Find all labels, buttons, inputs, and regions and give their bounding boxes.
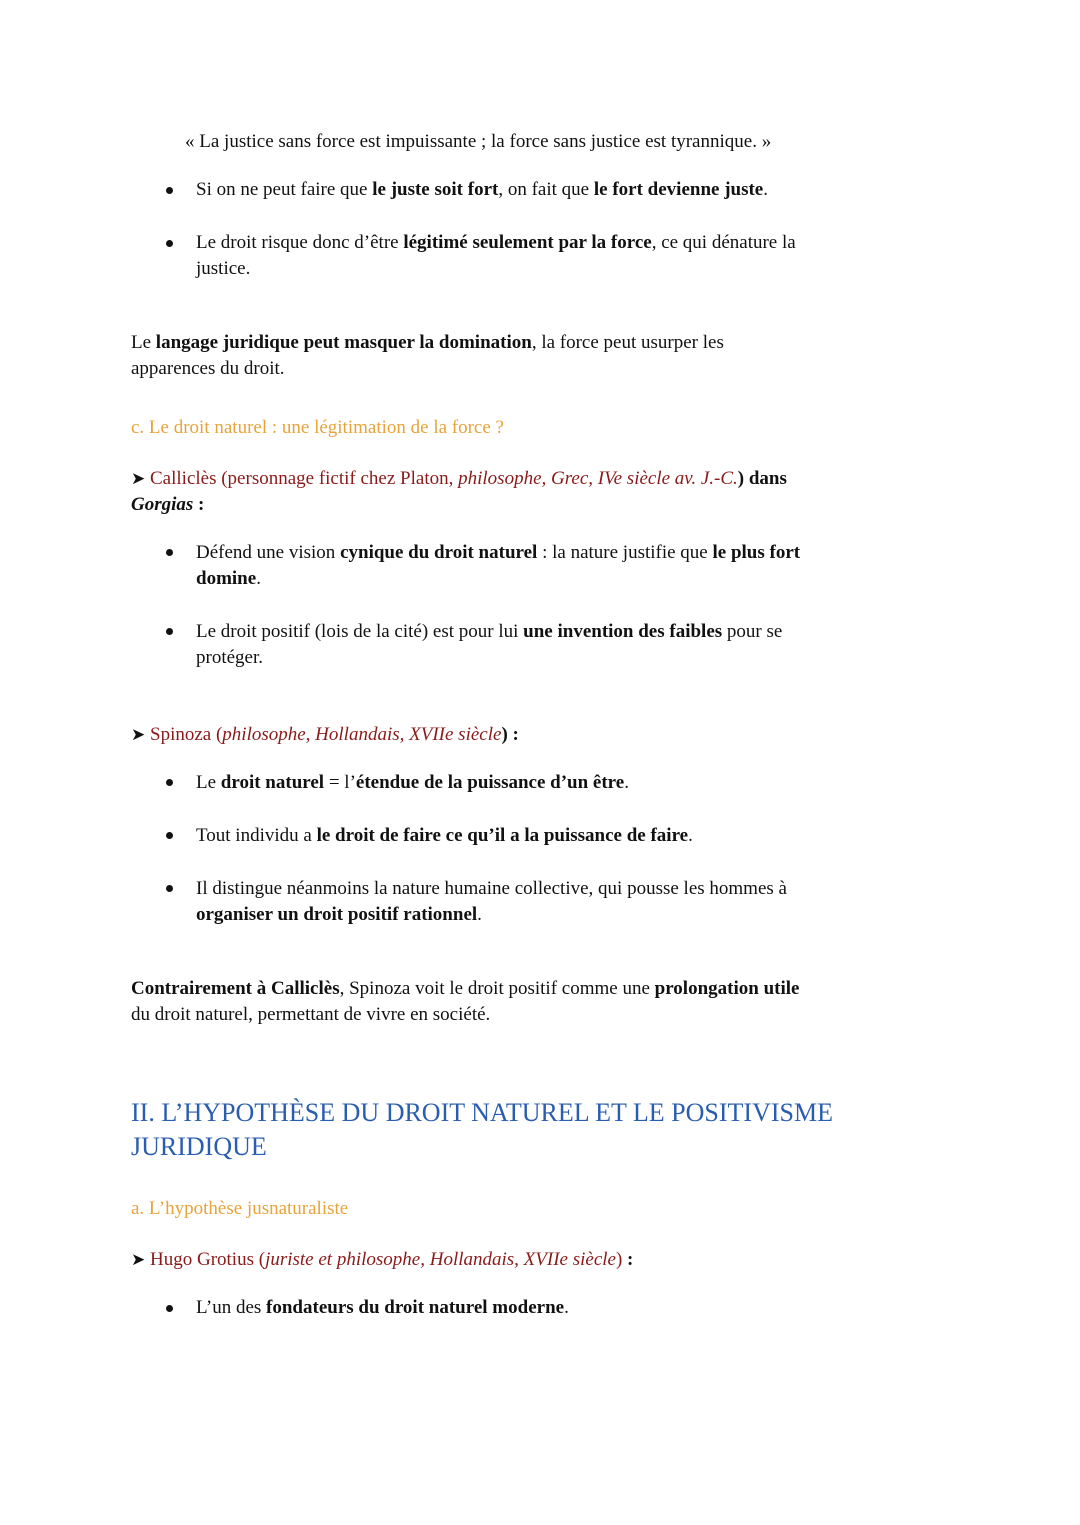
- bullet-dot: [166, 885, 173, 892]
- bullet-item: [196, 540, 800, 592]
- bullet-item: [196, 619, 782, 671]
- author-callicles: [131, 466, 787, 518]
- bullet-item: [196, 876, 787, 928]
- text: apparences du droit.: [131, 358, 285, 379]
- bold-text: domine: [196, 568, 257, 589]
- bold-text: cynique du droit naturel: [340, 542, 538, 563]
- author-name: Hugo Grotius (: [150, 1249, 266, 1270]
- text: justice.: [196, 258, 251, 279]
- text: :: [193, 494, 205, 515]
- bullet-item: [196, 823, 693, 849]
- bullet-dot: [166, 549, 173, 556]
- text: : la nature justifie que: [537, 542, 713, 563]
- text: du droit naturel, permettant de vivre en société.: [131, 1004, 491, 1025]
- text: :: [622, 1249, 634, 1270]
- bold-text: langage juridique peut masquer la domination: [155, 332, 532, 353]
- bullet-dot: [166, 1305, 173, 1312]
- text: Tout individu a: [196, 825, 317, 846]
- text: Défend une vision: [196, 542, 341, 563]
- bold-text: une invention des faibles: [523, 621, 723, 642]
- text: Le droit risque donc d’être: [196, 232, 404, 253]
- text: .: [624, 772, 629, 793]
- bold-text: Contrairement à Calliclès: [131, 978, 340, 999]
- text: .: [256, 568, 261, 589]
- text: pour se: [722, 621, 783, 642]
- bold-text: le juste soit fort: [372, 179, 499, 200]
- bullet-item: [196, 230, 796, 282]
- text: .: [477, 904, 482, 925]
- bullet-dot: [166, 779, 173, 786]
- text: , ce qui dénature la: [651, 232, 796, 253]
- text: Le droit positif (lois de la cité) est pour lui: [196, 621, 524, 642]
- text: Si on ne peut faire que: [196, 179, 373, 200]
- bold-text: le fort devienne juste: [593, 179, 764, 200]
- section-heading: [131, 1096, 833, 1164]
- bold-text: prolongation utile: [654, 978, 800, 999]
- bold-text: le droit de faire ce qu’il a la puissance de faire: [316, 825, 689, 846]
- text: , Spinoza voit le droit positif comme une: [339, 978, 655, 999]
- text: Le: [131, 332, 156, 353]
- text: Le: [196, 772, 221, 793]
- pascal-quote: « La justice sans force est impuissante ; la force sans justice est tyrannique. »: [185, 131, 772, 152]
- bold-text: droit naturel: [220, 772, 325, 793]
- author-spinoza: [131, 722, 519, 748]
- author-name: Calliclès (personnage fictif chez Platon,: [150, 468, 459, 489]
- paragraph-conclusion: [131, 330, 724, 382]
- author-grotius: [131, 1247, 633, 1273]
- bold-text: organiser un droit positif rationnel: [196, 904, 478, 925]
- bullet-item: [196, 177, 768, 203]
- bullet-item: [196, 770, 629, 796]
- text: , la force peut usurper les: [531, 332, 724, 353]
- heading-line: II. L’HYPOTHÈSE DU DROIT NATUREL ET LE POSITIVISME: [131, 1098, 833, 1127]
- bullet-dot: [166, 628, 173, 635]
- bold-text: légitimé seulement par la force: [403, 232, 652, 253]
- text: = l’: [324, 772, 356, 793]
- heading-line: JURIDIQUE: [131, 1132, 267, 1161]
- bold-text: étendue de la puissance d’un être: [355, 772, 625, 793]
- paragraph-conclusion: [131, 976, 799, 1028]
- bullet-item: [196, 1295, 569, 1321]
- text: ) :: [501, 724, 519, 745]
- bullet-dot: [166, 240, 173, 247]
- subheading-a: a. L’hypothèse jusnaturaliste: [131, 1198, 349, 1219]
- arrow-bullet-icon: ➤: [131, 725, 146, 745]
- work-title: Gorgias: [131, 494, 194, 515]
- bullet-dot: [166, 832, 173, 839]
- bold-text: fondateurs du droit naturel moderne: [266, 1297, 565, 1318]
- text: protéger.: [196, 647, 264, 668]
- arrow-bullet-icon: ➤: [131, 469, 146, 489]
- bold-text: le plus fort: [712, 542, 801, 563]
- text: Il distingue néanmoins la nature humaine collective, qui pousse les hommes à: [196, 878, 787, 899]
- text: L’un des: [196, 1297, 267, 1318]
- text: .: [688, 825, 693, 846]
- text: ): [737, 468, 745, 489]
- author-details: juriste et philosophe, Hollandais, XVIIe siècle: [265, 1249, 616, 1270]
- text: .: [763, 179, 768, 200]
- author-details: philosophe, Grec, IVe siècle av. J.-C.: [458, 468, 738, 489]
- arrow-bullet-icon: ➤: [131, 1250, 146, 1270]
- text: , on fait que: [498, 179, 594, 200]
- text: .: [564, 1297, 569, 1318]
- text: dans: [744, 468, 787, 489]
- subheading-c: c. Le droit naturel : une légitimation de la force ?: [131, 417, 504, 438]
- author-name: Spinoza (: [150, 724, 223, 745]
- author-details: philosophe, Hollandais, XVIIe siècle: [222, 724, 502, 745]
- bullet-dot: [166, 187, 173, 194]
- text: ): [615, 1249, 623, 1270]
